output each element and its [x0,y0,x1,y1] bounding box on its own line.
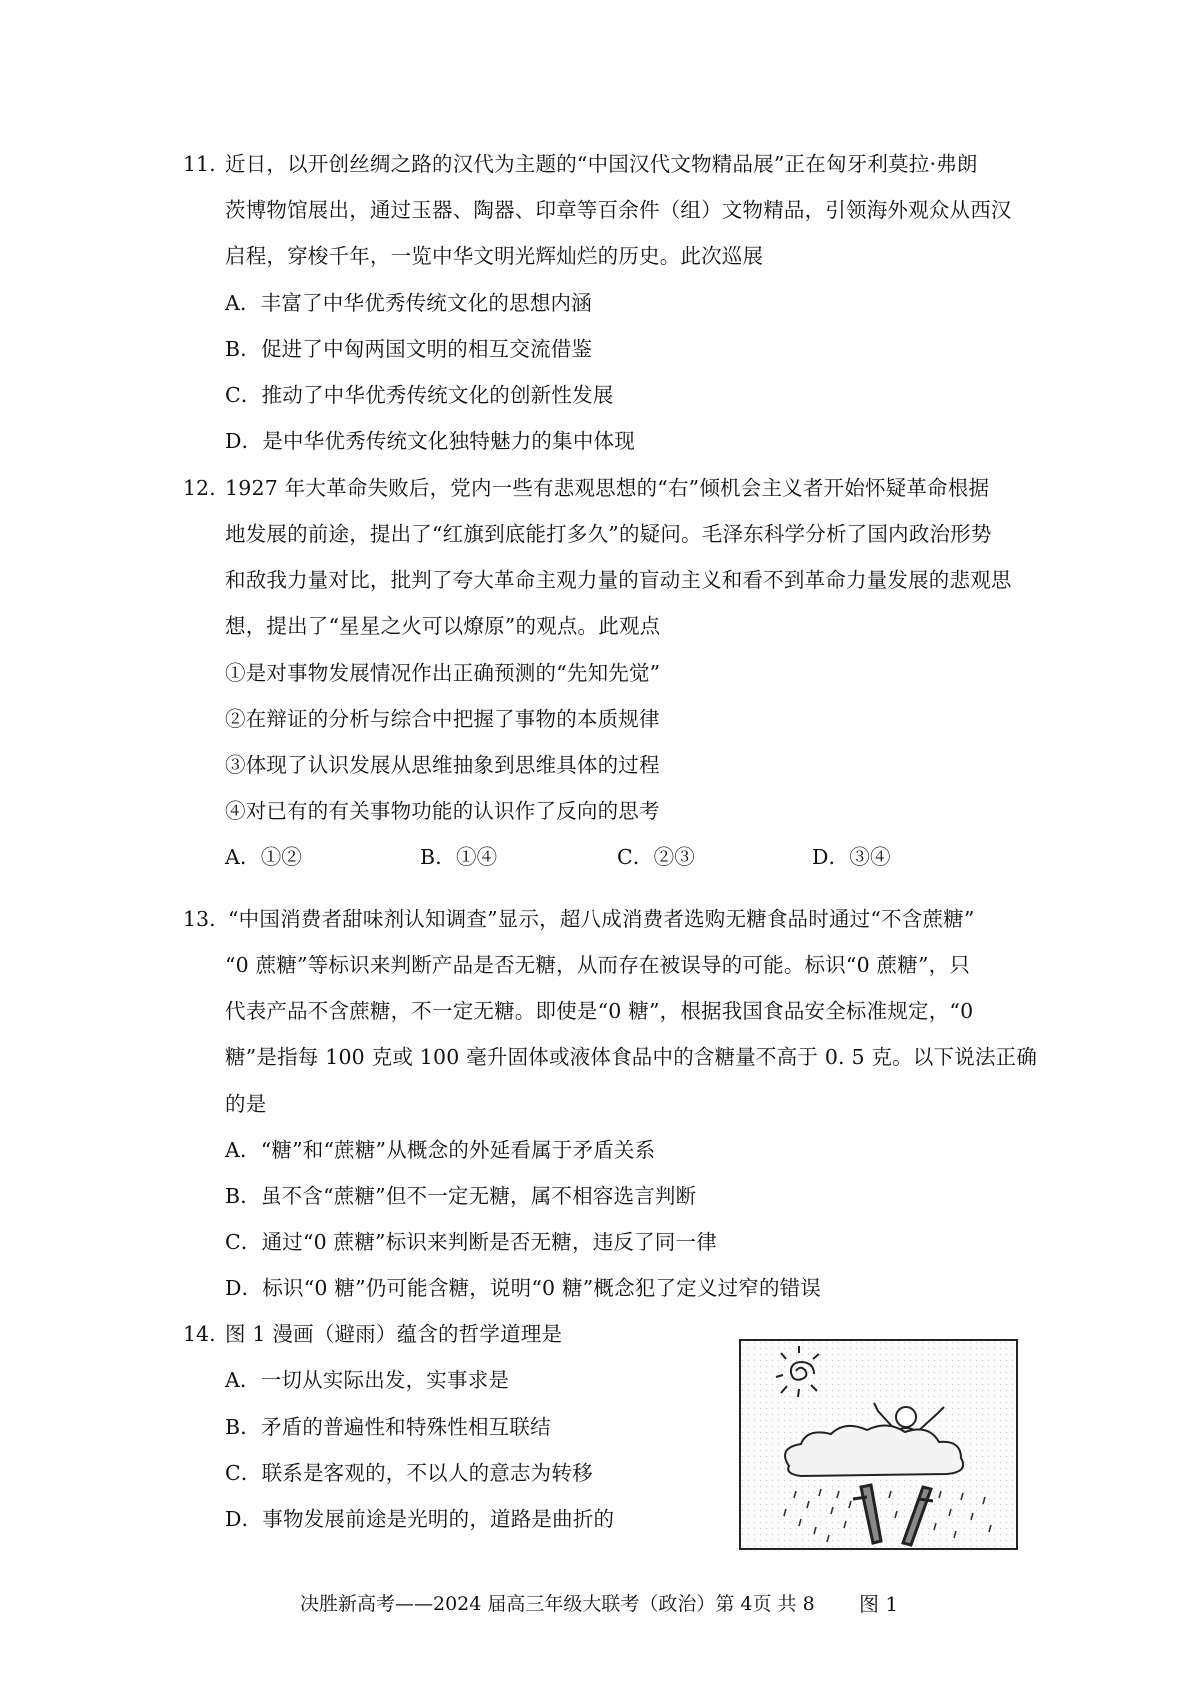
option-b: B．虽不含“蔗糖”但不一定无糖，属不相容选言判断 [225,1184,697,1208]
option-a: A．丰富了中华优秀传统文化的思想内涵 [225,291,592,315]
option-a: A．一切从实际出发，实事求是 [225,1368,510,1392]
option-c: C．联系是客观的，不以人的意志为转移 [225,1461,593,1485]
rain-shelter-cartoon-illustration [741,1341,1016,1548]
statement-2: ②在辩证的分析与综合中把握了事物的本质规律 [225,707,660,731]
statement-1: ①是对事物发展情况作出正确预测的“先知先觉” [225,661,661,685]
question-number: 14. [183,1322,216,1346]
question-stem-line: 的是 [225,1092,267,1116]
question-stem-line: 代表产品不含蔗糖，不一定无糖。即使是“0 糖”，根据我国食品安全标准规定，“0 [225,999,974,1023]
choice-c: C．②③ [617,845,695,869]
footer-text: 决胜新高考——2024 届高三年级大联考（政治）第 4页 共 8 [300,1593,815,1615]
question-stem-line: 茨博物馆展出，通过玉器、陶器、印章等百余件（组）文物精品，引领海外观众从西汉 [225,198,1012,222]
option-b: B．矛盾的普遍性和特殊性相互联结 [225,1415,551,1439]
question-stem-line: 1927 年大革命失败后，党内一些有悲观思想的“右”倾机会主义者开始怀疑革命根据 [225,476,990,500]
question-number: 13. [183,907,216,931]
option-a: A．“糖”和“蔗糖”从概念的外延看属于矛盾关系 [225,1138,656,1162]
cartoon-figure [739,1339,1018,1550]
question-stem-line: “中国消费者甜味剂认知调查”显示，超八成消费者选购无糖食品时通过“不含蔗糖” [228,907,975,931]
figure-caption: 图 1 [859,1592,899,1616]
question-number: 11. [183,152,216,176]
question-stem-line: 近日，以开创丝绸之路的汉代为主题的“中国汉代文物精品展”正在匈牙利莫拉·弗朗 [225,152,978,176]
choice-a: A．①② [225,845,303,869]
option-b: B．促进了中匈两国文明的相互交流借鉴 [225,337,593,361]
page-footer [0,1590,1200,1620]
question-stem-line: 糖”是指每 100 克或 100 毫升固体或液体食品中的含糖量不高于 0. 5 克。以下说法正确 [225,1045,1038,1069]
question-stem-line: 图 1 漫画（避雨）蕴含的哲学道理是 [225,1322,563,1346]
option-d: D．事物发展前途是光明的，道路是曲折的 [225,1507,615,1531]
question-number: 12. [183,476,216,500]
option-c: C．推动了中华优秀传统文化的创新性发展 [225,383,614,407]
statement-3: ③体现了认识发展从思维抽象到思维具体的过程 [225,753,660,777]
question-stem-line: 想，提出了“星星之火可以燎原”的观点。此观点 [225,614,661,638]
question-stem-line: 和敌我力量对比，批判了夸大革命主观力量的盲动主义和看不到革命力量发展的悲观思 [225,568,1012,592]
choice-b: B．①④ [420,845,498,869]
statement-4: ④对已有的有关事物功能的认识作了反向的思考 [225,799,660,823]
question-stem-line: 启程，穿梭千年，一览中华文明光辉灿烂的历史。此次巡展 [225,244,764,268]
choice-d: D．③④ [812,845,891,869]
question-stem-line: 地发展的前途，提出了“红旗到底能打多久”的疑问。毛泽东科学分析了国内政治形势 [225,522,992,546]
option-d: D．标识“0 糖”仍可能含糖，说明“0 糖”概念犯了定义过窄的错误 [225,1276,822,1300]
option-c: C．通过“0 蔗糖”标识来判断是否无糖，违反了同一律 [225,1230,717,1254]
option-d: D．是中华优秀传统文化独特魅力的集中体现 [225,429,635,453]
question-stem-line: “0 蔗糖”等标识来判断产品是否无糖，从而存在被误导的可能。标识“0 蔗糖”，只 [225,953,971,977]
